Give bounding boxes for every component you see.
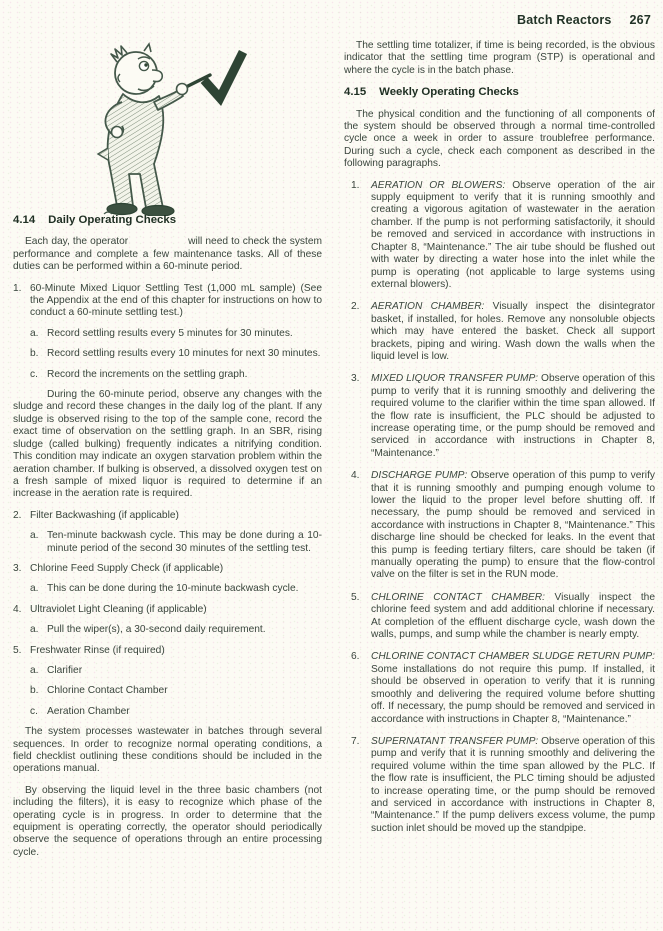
weekly-check-item: [344, 301, 655, 363]
closing-paragraph-1: The system processes wastewater in batches through several sequences. In order to recognize normal operating conditions, a field checklist outlining these conditions should be included in the operations manual.: [13, 726, 322, 775]
running-title: Batch Reactors: [517, 13, 612, 27]
item-term: DISCHARGE PUMP:: [371, 470, 468, 482]
intro-text-before-gap: Each day, the operator: [25, 236, 129, 248]
sub-item: [13, 624, 322, 636]
sub-item: [13, 665, 322, 677]
item-term: AERATION CHAMBER:: [371, 301, 485, 313]
weekly-check-item: [344, 373, 655, 460]
item-term: CHLORINE CONTACT CHAMBER SLUDGE RETURN PUMP:: [371, 651, 655, 663]
item-text: Observe operation of this pump to verify that it is running smoothly and delivering the required volume to the clarifier within the time span allowed. If the flow rate is insufficient, the PLC should be adjusted to increase operating time, or the pump should be removed and serviced in accordance with instructions in Chapter 8, “Maintenance.”: [371, 373, 655, 459]
item-number: 2.: [13, 509, 22, 521]
item-number: 3.: [13, 562, 22, 574]
sub-item-letter: b.: [30, 348, 39, 360]
weekly-check-item: [344, 470, 655, 582]
section-4-15-heading: [344, 86, 655, 98]
sub-item-text: Aeration Chamber: [47, 705, 130, 717]
item-number: 7.: [351, 735, 360, 747]
sub-item-text: This can be done during the 10-minute backwash cycle.: [47, 583, 299, 595]
section-number: 4.15: [344, 86, 367, 99]
sub-item: [13, 706, 322, 718]
sub-item-letter: c.: [30, 368, 38, 380]
daily-check-item: [13, 283, 322, 320]
sub-item-letter: b.: [30, 685, 39, 697]
item-text: Observe operation of this pump and verify that it is running smoothly and delivering the required volume within the time span allowed by the PLC. If the flow rate is insufficient, the PLC timing should be adjusted to increase operating time, or the pump should be removed and serviced in accordance with instructions in Chapter 8, “Maintenance.” If the pump delivers excess volume, the pump suction inlet should be moved up the standpipe.: [371, 735, 656, 834]
section-title: Daily Operating Checks: [48, 214, 177, 226]
item-number: 1.: [13, 282, 22, 294]
intro-text-after-gap: will need to check the system performance and complete a few maintenance tasks. All of these duties can be performed within a 60-minute period.: [13, 236, 322, 273]
daily-check-item: [13, 510, 322, 522]
item-number: 4.: [351, 470, 360, 482]
section-4-14-heading: [13, 214, 322, 226]
item-text: Visually inspect the disintegrator basket, if installed, for holes. Remove any nonsoluble objects which may have entered the basket. Check all support brackets, piping and wiring. Wash down the walls when the liquid level is low.: [371, 301, 655, 362]
weekly-check-item: [344, 592, 655, 642]
item-number: 5.: [351, 591, 360, 603]
sub-item-text: Record settling results every 10 minutes for next 30 minutes.: [47, 348, 321, 360]
section-title: Weekly Operating Checks: [379, 86, 519, 99]
sub-item: [13, 369, 322, 381]
item-number: 1.: [351, 179, 360, 191]
item-number: 6.: [351, 651, 360, 663]
operator-cartoon-illustration: [70, 36, 248, 216]
sub-item-text: Record the increments on the settling graph.: [47, 368, 248, 380]
item-title: Ultraviolet Light Cleaning (if applicable): [30, 603, 207, 615]
item-title: Filter Backwashing (if applicable): [30, 509, 179, 521]
item-title: Chlorine Feed Supply Check (if applicable): [30, 562, 224, 574]
item-term: SUPERNATANT TRANSFER PUMP:: [371, 735, 539, 747]
item-text: Some installations do not require this pump. If installed, it should be observed in operation to verify that it is running smoothly and delivering the required volume before shutting off. If necessary, the pump should be removed and serviced in accordance with instructions in Chapter 8, “Maintenance.”: [371, 663, 655, 725]
daily-check-item: [13, 604, 322, 616]
weekly-lead-paragraph: The physical condition and the functioning of all components of the system should be observed through a normal time-controlled cycle once a week in order to assure troublefree performance. During such a cycle, check each component as described in the following paragraphs.: [344, 108, 655, 170]
weekly-check-item: [344, 651, 655, 725]
item-term: CHLORINE CONTACT CHAMBER:: [371, 591, 545, 603]
sub-item-text: Clarifier: [47, 664, 83, 676]
sub-item-text: Record settling results every 5 minutes for 30 minutes.: [47, 327, 293, 339]
weekly-check-item: [344, 180, 655, 292]
item-number: 2.: [351, 301, 360, 313]
sub-item-letter: a.: [30, 530, 39, 542]
sub-item-text: Ten-minute backwash cycle. This may be done during a 10-minute period of the second 30 minutes of the settling test.: [47, 530, 322, 554]
sub-item-letter: a.: [30, 327, 39, 339]
page-header: [517, 13, 651, 27]
sub-item-text: Pull the wiper(s), a 30-second daily requirement.: [47, 624, 266, 636]
sub-item: [13, 583, 322, 595]
settling-totalizer-paragraph: The settling time totalizer, if time is being recorded, is the obvious indicator that the settling time program (STP) is operational and where the cycle is in the batch phase.: [344, 40, 655, 76]
sub-item-letter: c.: [30, 705, 38, 717]
item-text: Observe operation of this pump to verify that it is running smoothly and pumping enough volume to lower the liquid to the proper level before shutting off. If necessary, the pump should be removed and serviced in accordance with instructions in Chapter 8, “Maintenance.” This discharge line should be checked for leaks. In the event that this pump is feeding tertiary filters, care should be taken (if manually operating the pump) to ensure that the flow-control valve on the filter is set in the RUN mode.: [371, 470, 655, 581]
item-title: 60-Minute Mixed Liquor Settling Test (1,000 mL sample) (See the Appendix at the end of this chapter for instructions on how to conduct a 60-minute settling test.): [30, 282, 322, 319]
sub-item-letter: a.: [30, 583, 39, 595]
sub-item: [13, 328, 322, 340]
right-column: [344, 40, 655, 845]
section-number: 4.14: [13, 214, 36, 226]
weekly-check-item: [344, 736, 655, 835]
item-text: Visually inspect the chlorine feed system and add additional chlorine if necessary. At completion of the effluent discharge cycle, wash down the walls, pumps, and sump while the chamber is nearly empty.: [371, 591, 655, 641]
closing-paragraph-2: By observing the liquid level in the three basic chambers (not including the filters), it is easy to recognize which phase of the operating cycle is in progress. In order to determine that the equipment is operating correctly, the operator should periodically observe the sequence of operations through an entire processing cycle.: [13, 784, 322, 858]
sub-item: [13, 530, 322, 555]
sub-item-letter: a.: [30, 664, 39, 676]
page-number: 267: [629, 13, 651, 27]
sub-item: [13, 348, 322, 360]
sub-item-letter: a.: [30, 624, 39, 636]
item-text: Observe operation of the air supply equipment to verify that it is running smoothly and creating a vigorous agitation of wastewater in the aeration chamber. If the pump is not performing satisfactorily, it should be removed and serviced in accordance with instructions in Chapter 8, “Maintenance.” The air tube should be flushed out with water by directing a water hose into the inlet while the pump is operating (not applicable to large systems using external blowers).: [371, 179, 655, 290]
item-number: 5.: [13, 644, 22, 656]
item-number: 4.: [13, 603, 22, 615]
left-column: [13, 214, 322, 868]
sub-item: [13, 685, 322, 697]
daily-intro-paragraph: [13, 236, 322, 273]
sub-item-text: Chlorine Contact Chamber: [47, 685, 168, 697]
item-title: Freshwater Rinse (if required): [30, 644, 165, 656]
item-term: AERATION OR BLOWERS:: [371, 179, 506, 191]
daily-check-item: [13, 563, 322, 575]
item-number: 3.: [351, 373, 360, 385]
daily-check-item: [13, 645, 322, 657]
item-term: MIXED LIQUOR TRANSFER PUMP:: [371, 373, 539, 385]
settling-test-note-paragraph: During the 60-minute period, observe any changes with the sludge and record these changes in the daily log of the plant. If any sludge is observed rising to the top of the sample cone, record the exact time of observation on the settling graph. In an SBR, rising sludge (called bulking) frequently indicates a nitrifying condition. This condition may indicate an oxygen starvation problem within the aeration chamber. If bulking is observed, a dissolved oxygen test on a fresh sample of mixed liquor is required to determine if an increase in the aeration rate is required.: [13, 389, 322, 500]
